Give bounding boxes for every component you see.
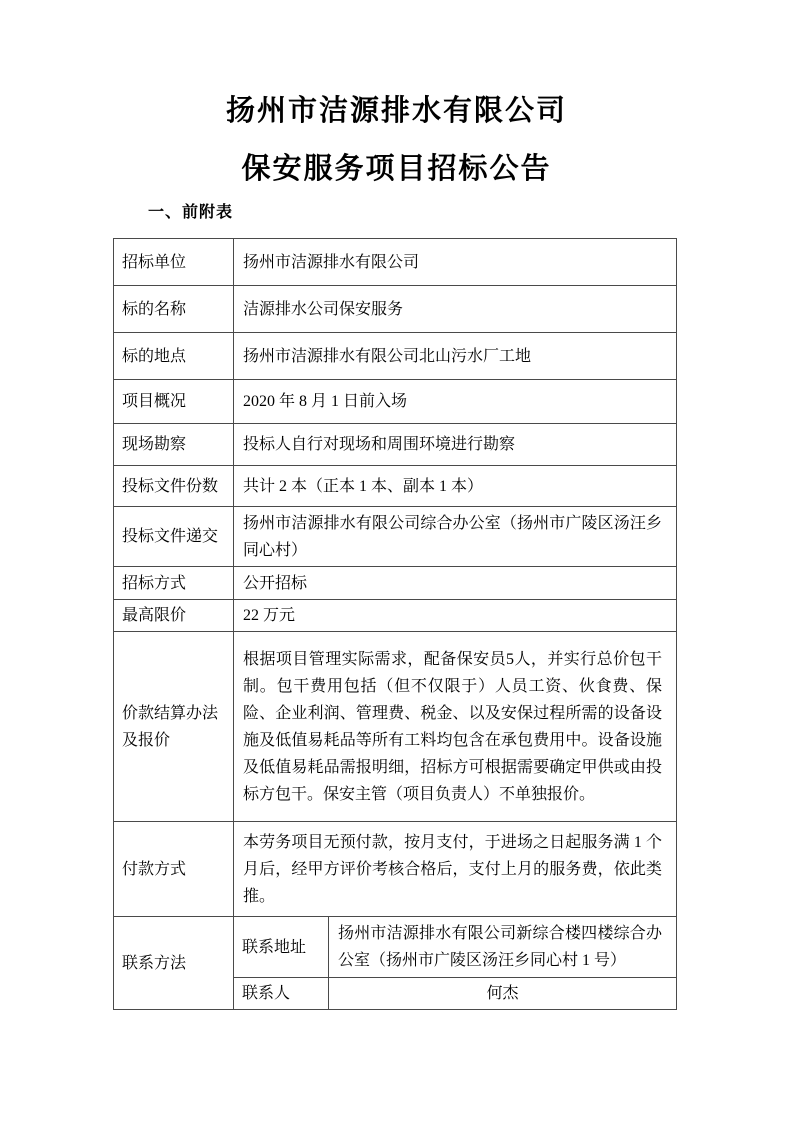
tender-info-table: [113, 238, 677, 1010]
table-row-subject-name: [114, 286, 677, 333]
table-row-max-price: [114, 600, 677, 632]
row-value-cell: 扬州市洁源排水有限公司北山污水厂工地: [234, 333, 677, 380]
table-row-site-survey: [114, 424, 677, 466]
row-label-cell: 付款方式: [114, 822, 234, 917]
table-row-payment-method: [114, 822, 677, 917]
table-row-project-overview: [114, 380, 677, 424]
contact-value-cell: 扬州市洁源排水有限公司新综合楼四楼综合办公室（扬州市广陵区汤汪乡同心村 1 号）: [329, 917, 677, 978]
table-row-subject-location: [114, 333, 677, 380]
row-label-cell: 项目概况: [114, 380, 234, 424]
row-value-cell: 2020 年 8 月 1 日前入场: [234, 380, 677, 424]
row-value-cell: 扬州市洁源排水有限公司: [234, 239, 677, 286]
row-label-cell: 投标文件份数: [114, 466, 234, 507]
table-row-tender-method: [114, 567, 677, 600]
row-label-cell: 标的名称: [114, 286, 234, 333]
table-row-contact-address: [114, 917, 677, 978]
contact-sublabel-cell: 联系人: [234, 978, 329, 1010]
row-label-cell: 联系方法: [114, 917, 234, 1010]
row-label-cell: 最高限价: [114, 600, 234, 632]
row-label-cell: 投标文件递交: [114, 507, 234, 567]
document-title-line2: 保安服务项目招标公告: [241, 153, 552, 185]
contact-value-cell: 何杰: [329, 978, 677, 1010]
table-row-settlement-method: [114, 632, 677, 822]
table-row-tender-unit: [114, 239, 677, 286]
row-label-cell: 现场勘察: [114, 424, 234, 466]
row-value-cell: 公开招标: [234, 567, 677, 600]
row-label-cell: 价款结算办法及报价: [114, 632, 234, 822]
document-title-line1: 扬州市洁源排水有限公司: [225, 95, 567, 127]
row-label-cell: 标的地点: [114, 333, 234, 380]
contact-sublabel-cell: 联系地址: [234, 917, 329, 978]
row-value-cell: 根据项目管理实际需求，配备保安员5人，并实行总价包干制。包干费用包括（但不仅限于）人员工资、伙食费、保险、企业利润、管理费、税金、以及安保过程所需的设备设施及低值易耗品等所有工料均包含在承包费用中。设备设施及低值易耗品需报明细，招标方可根据需要确定甲供或由投标方包干。保安主管（项目负责人）不单独报价。: [234, 632, 677, 822]
row-value-cell: 本劳务项目无预付款，按月支付，于进场之日起服务满 1 个月后，经甲方评价考核合格后，支付上月的服务费，依此类推。: [234, 822, 677, 917]
section-heading: 一、前附表: [148, 204, 234, 221]
row-value-cell: 共计 2 本（正本 1 本、副本 1 本）: [234, 466, 677, 507]
row-label-cell: 招标方式: [114, 567, 234, 600]
row-label-cell: 招标单位: [114, 239, 234, 286]
table-row-bid-submission: [114, 507, 677, 567]
table-row-bid-copies: [114, 466, 677, 507]
row-value-cell: 22 万元: [234, 600, 677, 632]
row-value-cell: 洁源排水公司保安服务: [234, 286, 677, 333]
row-value-cell: 扬州市洁源排水有限公司综合办公室（扬州市广陵区汤汪乡同心村）: [234, 507, 677, 567]
row-value-cell: 投标人自行对现场和周围环境进行勘察: [234, 424, 677, 466]
